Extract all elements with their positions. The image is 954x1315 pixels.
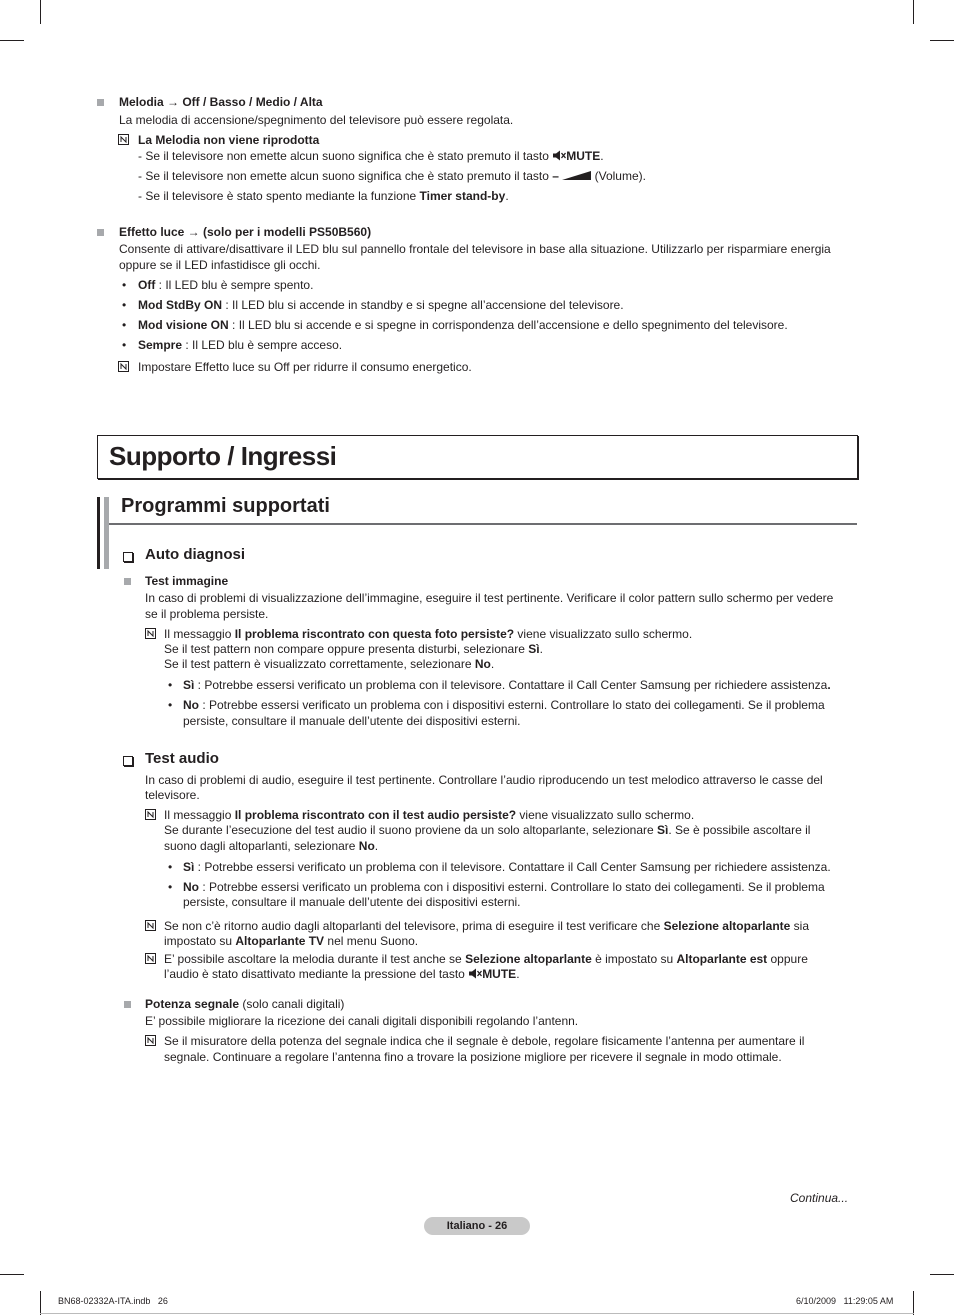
- effetto-desc: oppure se il LED infastidisce gli occhi.: [119, 258, 321, 272]
- test-audio-note2: Se non c’è ritorno audio dagli altoparlanti del televisore, prima di eseguire il test verificare che Selezione altoparlante sia: [164, 919, 809, 933]
- volume-icon: [562, 171, 591, 180]
- subsection-bar: [104, 497, 109, 569]
- melodia-item-3: - Se il televisore è stato spento mediante la funzione Timer stand-by.: [138, 189, 509, 203]
- test-audio-no: No : Potrebbe essersi verificato un problema con i dispositivi esterni. Controllare lo stato dei collegamenti. Se il problema: [183, 880, 825, 894]
- subsection-title: Programmi supportati: [121, 495, 330, 517]
- effetto-bullet: Mod StdBy ON : Il LED blu si accende in standby e si spegne all’accensione del televisore.: [138, 298, 624, 312]
- bullet-dot: •: [122, 318, 127, 332]
- note-icon: [145, 920, 156, 931]
- bullet-dot: •: [168, 698, 173, 712]
- melodia-note-title: La Melodia non viene riprodotta: [138, 133, 320, 147]
- crop-mark: [930, 1274, 954, 1275]
- crop-mark: [930, 40, 954, 41]
- slug-border: [40, 1313, 914, 1314]
- test-audio-si: Sì : Potrebbe essersi verificato un problema con il televisore. Contattare il Call Center Samsung per richiedere assistenza.: [183, 860, 831, 874]
- crop-mark: [913, 1291, 914, 1315]
- potenza-desc: E’ possibile migliorare la ricezione dei canali digitali disponibili regolando l’antenn.: [145, 1014, 579, 1028]
- effetto-desc: Consente di attivare/disattivare il LED blu sul pannello frontale del televisore in base alla situazione. Utilizzarlo per risparmiare energia: [119, 242, 831, 256]
- test-immagine-si: Sì : Potrebbe essersi verificato un problema con il televisore. Contattare il Call Center Samsung per richiedere assistenza.: [183, 678, 831, 692]
- melodia-item-2: - Se il televisore non emette alcun suono significa che è stato premuto il tasto – (Volume).: [138, 169, 646, 183]
- bullet-square-icon: [97, 229, 104, 236]
- checkbox-icon: [123, 756, 133, 766]
- subsection-bar: [97, 497, 100, 569]
- test-audio-heading: Test audio: [145, 750, 219, 767]
- potenza-note: Se il misuratore della potenza del segnale indica che il segnale è debole, regolare fisicamente l’antenna per aumentare il: [164, 1034, 805, 1048]
- crop-mark: [0, 40, 24, 41]
- test-immagine-desc: In caso di problemi di visualizzazione dell’immagine, eseguire il test pertinente. Verificare il color pattern sullo schermo per vedere: [145, 591, 834, 605]
- bullet-square-icon: [124, 578, 131, 585]
- crop-mark: [913, 0, 914, 24]
- test-immagine-title: Test immagine: [145, 574, 229, 588]
- test-audio-note3: E’ possibile ascoltare la melodia durante il test anche se Selezione altoparlante è impostato su Altoparlante est oppure: [164, 952, 808, 966]
- bullet-dot: •: [122, 298, 127, 312]
- note-icon: [118, 134, 129, 145]
- continua-text: Continua...: [790, 1191, 849, 1205]
- test-audio-desc: In caso di problemi di audio, eseguire il test pertinente. Controllare l’audio riproducendo un test melodico attraverso le casse del: [145, 773, 823, 787]
- bullet-square-icon: [124, 1001, 131, 1008]
- test-audio-note: suono dagli altoparlanti, selezionare No.: [164, 839, 379, 853]
- bullet-dot: •: [168, 880, 173, 894]
- bullet-dot: •: [122, 278, 127, 292]
- test-immagine-desc: se il problema persiste.: [145, 607, 269, 621]
- effetto-note: Impostare Effetto luce su Off per ridurre il consumo energetico.: [138, 360, 472, 374]
- note-icon: [145, 1035, 156, 1046]
- note-icon: [145, 809, 156, 820]
- effetto-bullet: Mod visione ON : Il LED blu si accende e si spegne in corrispondenza dell’accensione e dello spegnimento del televisore.: [138, 318, 788, 332]
- slug-right: 6/10/2009 11:29:05 AM: [796, 1296, 894, 1306]
- effetto-bullet: Off : Il LED blu è sempre spento.: [138, 278, 314, 292]
- melodia-item-1: - Se il televisore non emette alcun suono significa che è stato premuto il tasto MUTE.: [138, 149, 604, 163]
- subsection-underline: [109, 523, 857, 525]
- note-icon: [145, 628, 156, 639]
- test-audio-note3: l’audio è stato disattivato mediante la pressione del tasto MUTE.: [164, 967, 520, 981]
- crop-mark: [40, 1291, 41, 1315]
- test-audio-note: Se durante l’esecuzione del test audio il suono proviene da un solo altoparlante, selezionare Sì. Se è possibile ascoltare il: [164, 823, 811, 837]
- test-immagine-note: Se il test pattern è visualizzato correttamente, selezionare No.: [164, 657, 495, 671]
- crop-mark: [0, 1274, 24, 1275]
- mute-icon: [468, 968, 482, 979]
- checkbox-icon: [123, 552, 133, 562]
- bullet-dot: •: [122, 338, 127, 352]
- mute-icon: [552, 150, 566, 161]
- potenza-title: Potenza segnale (solo canali digitali): [145, 997, 345, 1011]
- test-audio-no: persiste, consultare il manuale dell’utente dei dispositivi esterni.: [183, 895, 521, 909]
- potenza-note: segnale. Continuare a regolare l’antenna fino a trovare la posizione migliore per ricevere il segnale in modo ottimale.: [164, 1050, 782, 1064]
- test-immagine-note: Il messaggio Il problema riscontrato con questa foto persiste? viene visualizzato sullo schermo.: [164, 627, 693, 641]
- page-number: Italiano - 26: [424, 1217, 530, 1235]
- bullet-square-icon: [97, 99, 104, 106]
- melodia-desc: La melodia di accensione/spegnimento del televisore può essere regolata.: [119, 113, 514, 127]
- melodia-title: Melodia → Off / Basso / Medio / Alta: [119, 95, 323, 109]
- test-immagine-no: No : Potrebbe essersi verificato un problema con i dispositivi esterni. Controllare lo stato dei collegamenti. Se il problema: [183, 698, 825, 712]
- test-immagine-no: persiste, consultare il manuale dell’utente dei dispositivi esterni.: [183, 714, 521, 728]
- crop-mark: [40, 0, 41, 24]
- bullet-dot: •: [168, 678, 173, 692]
- note-icon: [145, 953, 156, 964]
- section-title: Supporto / Ingressi: [109, 441, 337, 471]
- effetto-bullet: Sempre : Il LED blu è sempre acceso.: [138, 338, 343, 352]
- slug-left: BN68-02332A-ITA.indb 26: [58, 1296, 168, 1306]
- note-icon: [118, 361, 129, 372]
- test-immagine-note: Se il test pattern non compare oppure presenta disturbi, selezionare Sì.: [164, 642, 543, 656]
- auto-diagnosi-heading: Auto diagnosi: [145, 546, 245, 563]
- test-audio-note: Il messaggio Il problema riscontrato con il test audio persiste? viene visualizzato sullo schermo.: [164, 808, 695, 822]
- effetto-title: Effetto luce → (solo per i modelli PS50B560): [119, 225, 372, 239]
- test-audio-note2: impostato su Altoparlante TV nel menu Suono.: [164, 934, 419, 948]
- bullet-dot: •: [168, 860, 173, 874]
- test-audio-desc: televisore.: [145, 788, 200, 802]
